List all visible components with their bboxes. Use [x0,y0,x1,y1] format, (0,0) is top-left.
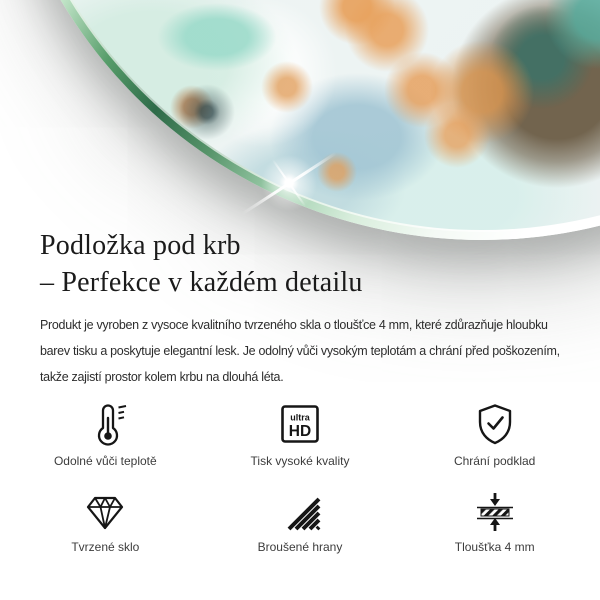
page-title-line1: Podložka pod krb [40,230,241,261]
feature-label: Chrání podklad [453,454,536,468]
ultra-hd-icon-text-bottom: HD [288,423,312,440]
description-line: Produkt je vyroben z vysoce kvalitního tvrzeného skla o tloušťce 4 mm, které zdůrazňuje hloubku [40,318,548,332]
feature-print-quality [203,398,398,468]
feature-label: Tloušťka 4 mm [454,540,535,554]
marble-artwork [2,0,600,230]
feature-label: Broušené hrany [257,540,343,554]
feature-tempered-glass [8,484,203,554]
ultra-hd-icon-text-top: ultra [290,412,310,423]
description-line: takže zajistí prostor kolem krbu na dlouhá léta. [40,370,284,384]
shield-check-icon [472,398,518,450]
feature-label: Odolné vůči teplotě [53,454,157,468]
page-title-line2: – Perfekce v každém detailu [40,267,363,298]
ultra-hd-icon [277,398,323,450]
feature-polished-edges [203,484,398,554]
feature-thickness [397,484,592,554]
feature-protects-surface [397,398,592,468]
feature-heat-resistant [8,398,203,468]
page-title [40,227,363,301]
feature-label: Tvrzené sklo [71,540,140,554]
feature-label: Tisk vysoké kvality [250,454,350,468]
glass-plate [0,0,600,240]
product-description [40,312,560,390]
thickness-icon [470,484,520,536]
feature-grid [8,398,592,554]
description-line: barev tisku a poskytuje elegantní lesk. Je odolný vůči vysokým teplotám a chrání před poškozením, [40,344,560,358]
thermometer-icon [82,398,128,450]
polished-edges-icon [277,484,323,536]
diamond-icon [82,484,128,536]
